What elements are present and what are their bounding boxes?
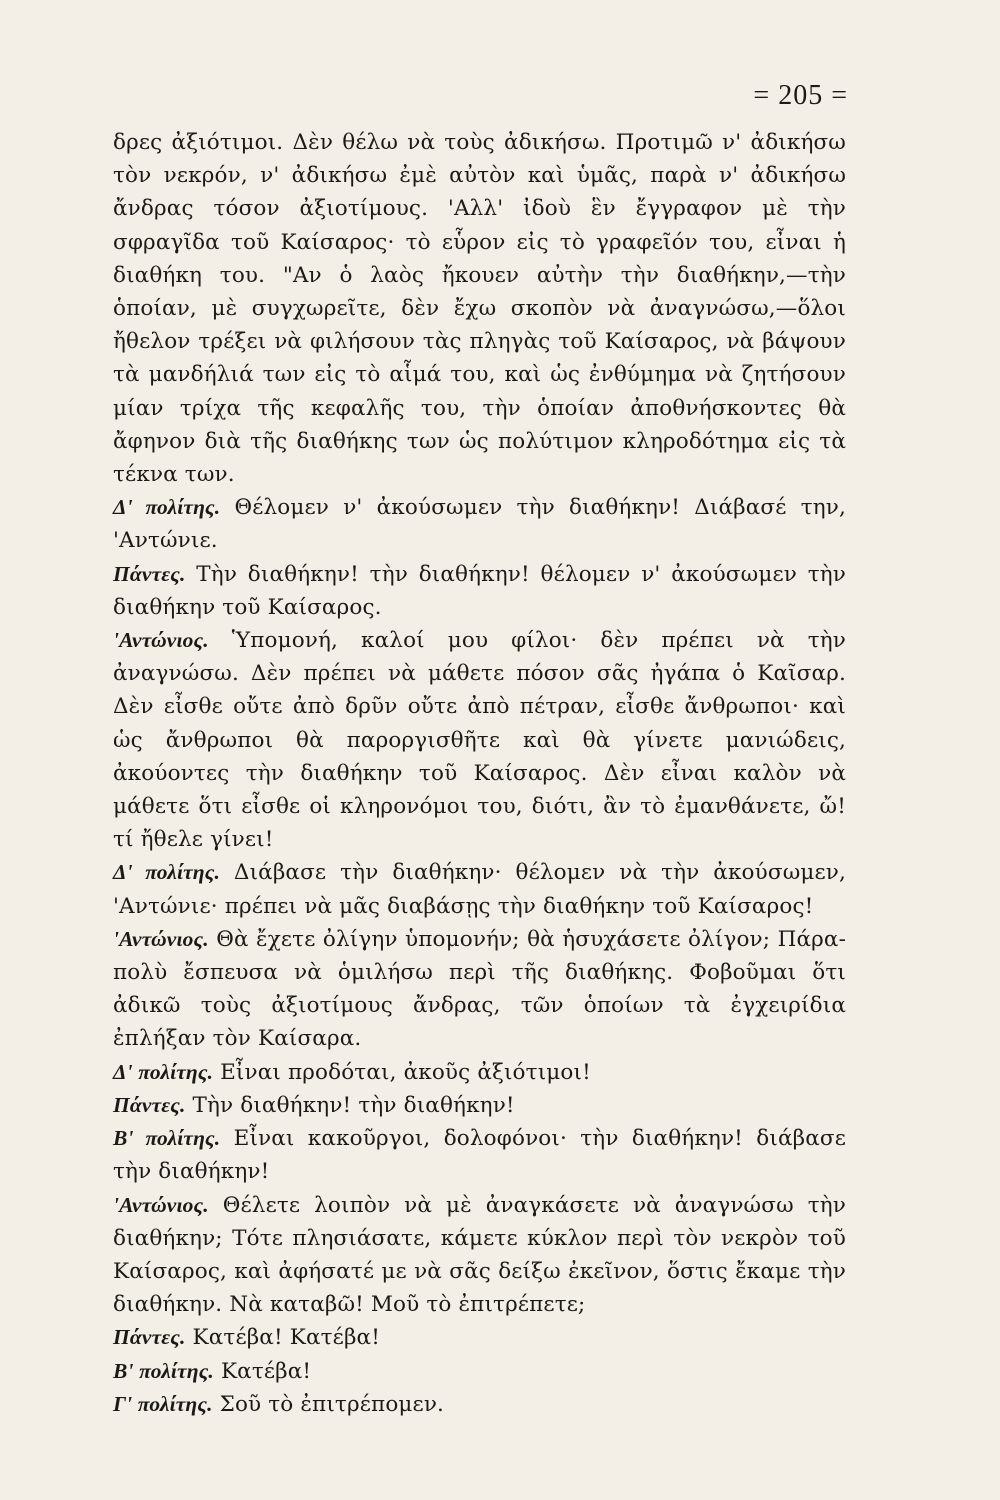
speech-text: Θέλετε λοιπὸν νὰ μὲ ἀναγκάσετε νὰ ἀναγνώσω τὴν διαθήκην; Τότε πλησιάσατε, κάμετε κύκλον περὶ τὸν νεκρὸν τοῦ Καίσαρος, καὶ ἀφήσατέ με νὰ σᾶς δείξω ἐκεῖνον, ὅστις ἔκαμε τὴν διαθήκην. Νὰ καταβῶ! Μοῦ τὸ ἐπιτρέπετε; — [113, 1192, 846, 1318]
speech-line — [113, 624, 846, 856]
speaker-name: 'Αντώνιος. — [113, 926, 209, 951]
speech-line — [113, 1089, 846, 1122]
speaker-name: Δ' πολίτης. — [113, 860, 221, 885]
speaker-name: Β' πολίτης. — [113, 1126, 221, 1151]
speech-text: Θέλομεν ν' ἀκούσωμεν τὴν διαθήκην! Διάβασέ την, 'Αντώνιε. — [113, 495, 846, 554]
speech-line — [113, 1355, 846, 1388]
speaker-name: Β' πολίτης. — [113, 1358, 214, 1383]
speech-text: Σοῦ τὸ ἐπιτρέπομεν. — [219, 1391, 445, 1417]
body-text — [113, 126, 846, 1421]
page-number: = 205 = — [753, 80, 848, 111]
speech-line — [113, 1388, 846, 1421]
speech-line — [113, 1321, 846, 1354]
speech-text: Θὰ ἔχετε ὀλίγην ὑπομονήν; θὰ ἡσυχάσετε ὀλίγον; Πάρα-πολὺ ἔσπευσα νὰ ὁμιλήσω περὶ τῆς διαθήκης. Φοβοῦμαι ὅτι ἀδικῶ τοὺς ἀξιοτίμους ἄνδρας, τῶν ὁποίων τὰ ἐγχειρίδια ἐπλήξαν τὸν Καίσαρα. — [113, 926, 847, 1052]
speaker-name: Δ' πολίτης. — [113, 495, 221, 520]
speech-line — [113, 1122, 846, 1188]
speaker-name: Πάντες. — [113, 1092, 186, 1117]
speech-text: Εἶναι προδόται, ἀκοῦς ἀξιότιμοι! — [220, 1059, 591, 1085]
speech-line — [113, 856, 846, 922]
speaker-name: 'Αντώνιος. — [113, 628, 209, 653]
speech-text: Τὴν διαθήκην! τὴν διαθήκην! — [192, 1092, 515, 1118]
speech-line — [113, 923, 846, 1056]
speech-line — [113, 558, 846, 624]
speech-text: Κατέβα! — [220, 1358, 312, 1384]
speech-text: Κατέβα! Κατέβα! — [192, 1325, 381, 1351]
speaker-name: 'Αντώνιος. — [113, 1192, 209, 1217]
speech-text: Ὑπομονή, καλοί μου φίλοι· δὲν πρέπει νὰ τὴν ἀναγνώσω. Δὲν πρέπει νὰ μάθετε πόσον σᾶς ἠγάπα ὁ Καῖσαρ. Δὲν εἶσθε οὔτε ἀπὸ δρῦν οὔτε ἀπὸ πέτραν, εἶσθε ἄνθρωποι· καὶ ὡς ἄνθρωποι θὰ παροργισθῆτε καὶ θὰ γίνετε μανιώδεις, ἀκούοντες τὴν διαθήκην τοῦ Καίσαρος. Δὲν εἶναι καλὸν νὰ μάθετε ὅτι εἶσθε οἱ κληρονόμοι του, διότι, ἂν τὸ ἐμανθάνετε, ὤ! τί ἤθελε γίνει! — [113, 628, 847, 853]
opening-paragraph: δρες ἀξιότιμοι. Δὲν θέλω νὰ τοὺς ἀδικήσω. Προτιμῶ ν' ἀδικήσω τὸν νεκρόν, ν' ἀδικήσω ἐμὲ αὐτὸν καὶ ὑμᾶς, παρὰ ν' ἀδικήσω ἄνδρας τόσον ἀξιοτίμους. 'Αλλ' ἰδοὺ ἓν ἔγγραφον μὲ τὴν σφραγῖδα τοῦ Καίσαρος· τὸ εὗρον εἰς τὸ γραφεῖόν του, εἶναι ἡ διαθήκη του. "Αν ὁ λαὸς ἤκουεν αὐτὴν τὴν διαθήκην,—τὴν ὁποίαν, μὲ συγχωρεῖτε, δὲν ἔχω σκοπὸν νὰ ἀναγνώσω,—ὅλοι ἤθελον τρέξει νὰ φιλήσουν τὰς πληγὰς τοῦ Καίσαρος, νὰ βάψουν τὰ μανδήλιά των εἰς τὸ αἷμά του, καὶ ὡς ἐνθύμημα νὰ ζητήσουν μίαν τρίχα τῆς κεφαλῆς του, τὴν ὁποίαν ἀποθνήσκοντες θὰ ἄφηνον διὰ τῆς διαθήκης των ὡς πολύτιμον κληροδότημα εἰς τὰ τέκνα των. — [113, 130, 846, 488]
speaker-name: Πάντες. — [113, 1325, 186, 1350]
speaker-name: Δ' πολίτης. — [113, 1059, 214, 1084]
speech-line — [113, 491, 846, 557]
speaker-name: Γ' πολίτης. — [113, 1391, 213, 1416]
speech-text: Εἶναι κακοῦργοι, δολοφόνοι· τὴν διαθήκην! διάβασε τὴν διαθήκην! — [113, 1126, 846, 1185]
speech-line — [113, 1056, 846, 1089]
speech-line — [113, 1189, 846, 1322]
speech-text: Διάβασε τὴν διαθήκην· θέλομεν νὰ τὴν ἀκούσωμεν, 'Αντώνιε· πρέπει νὰ μᾶς διαβάσῃς τὴν διαθήκην τοῦ Καίσαρος! — [113, 860, 846, 919]
speaker-name: Πάντες. — [113, 561, 186, 586]
speech-text: Τὴν διαθήκην! τὴν διαθήκην! θέλομεν ν' ἀκούσωμεν τὴν διαθήκην τοῦ Καίσαρος. — [113, 561, 847, 620]
